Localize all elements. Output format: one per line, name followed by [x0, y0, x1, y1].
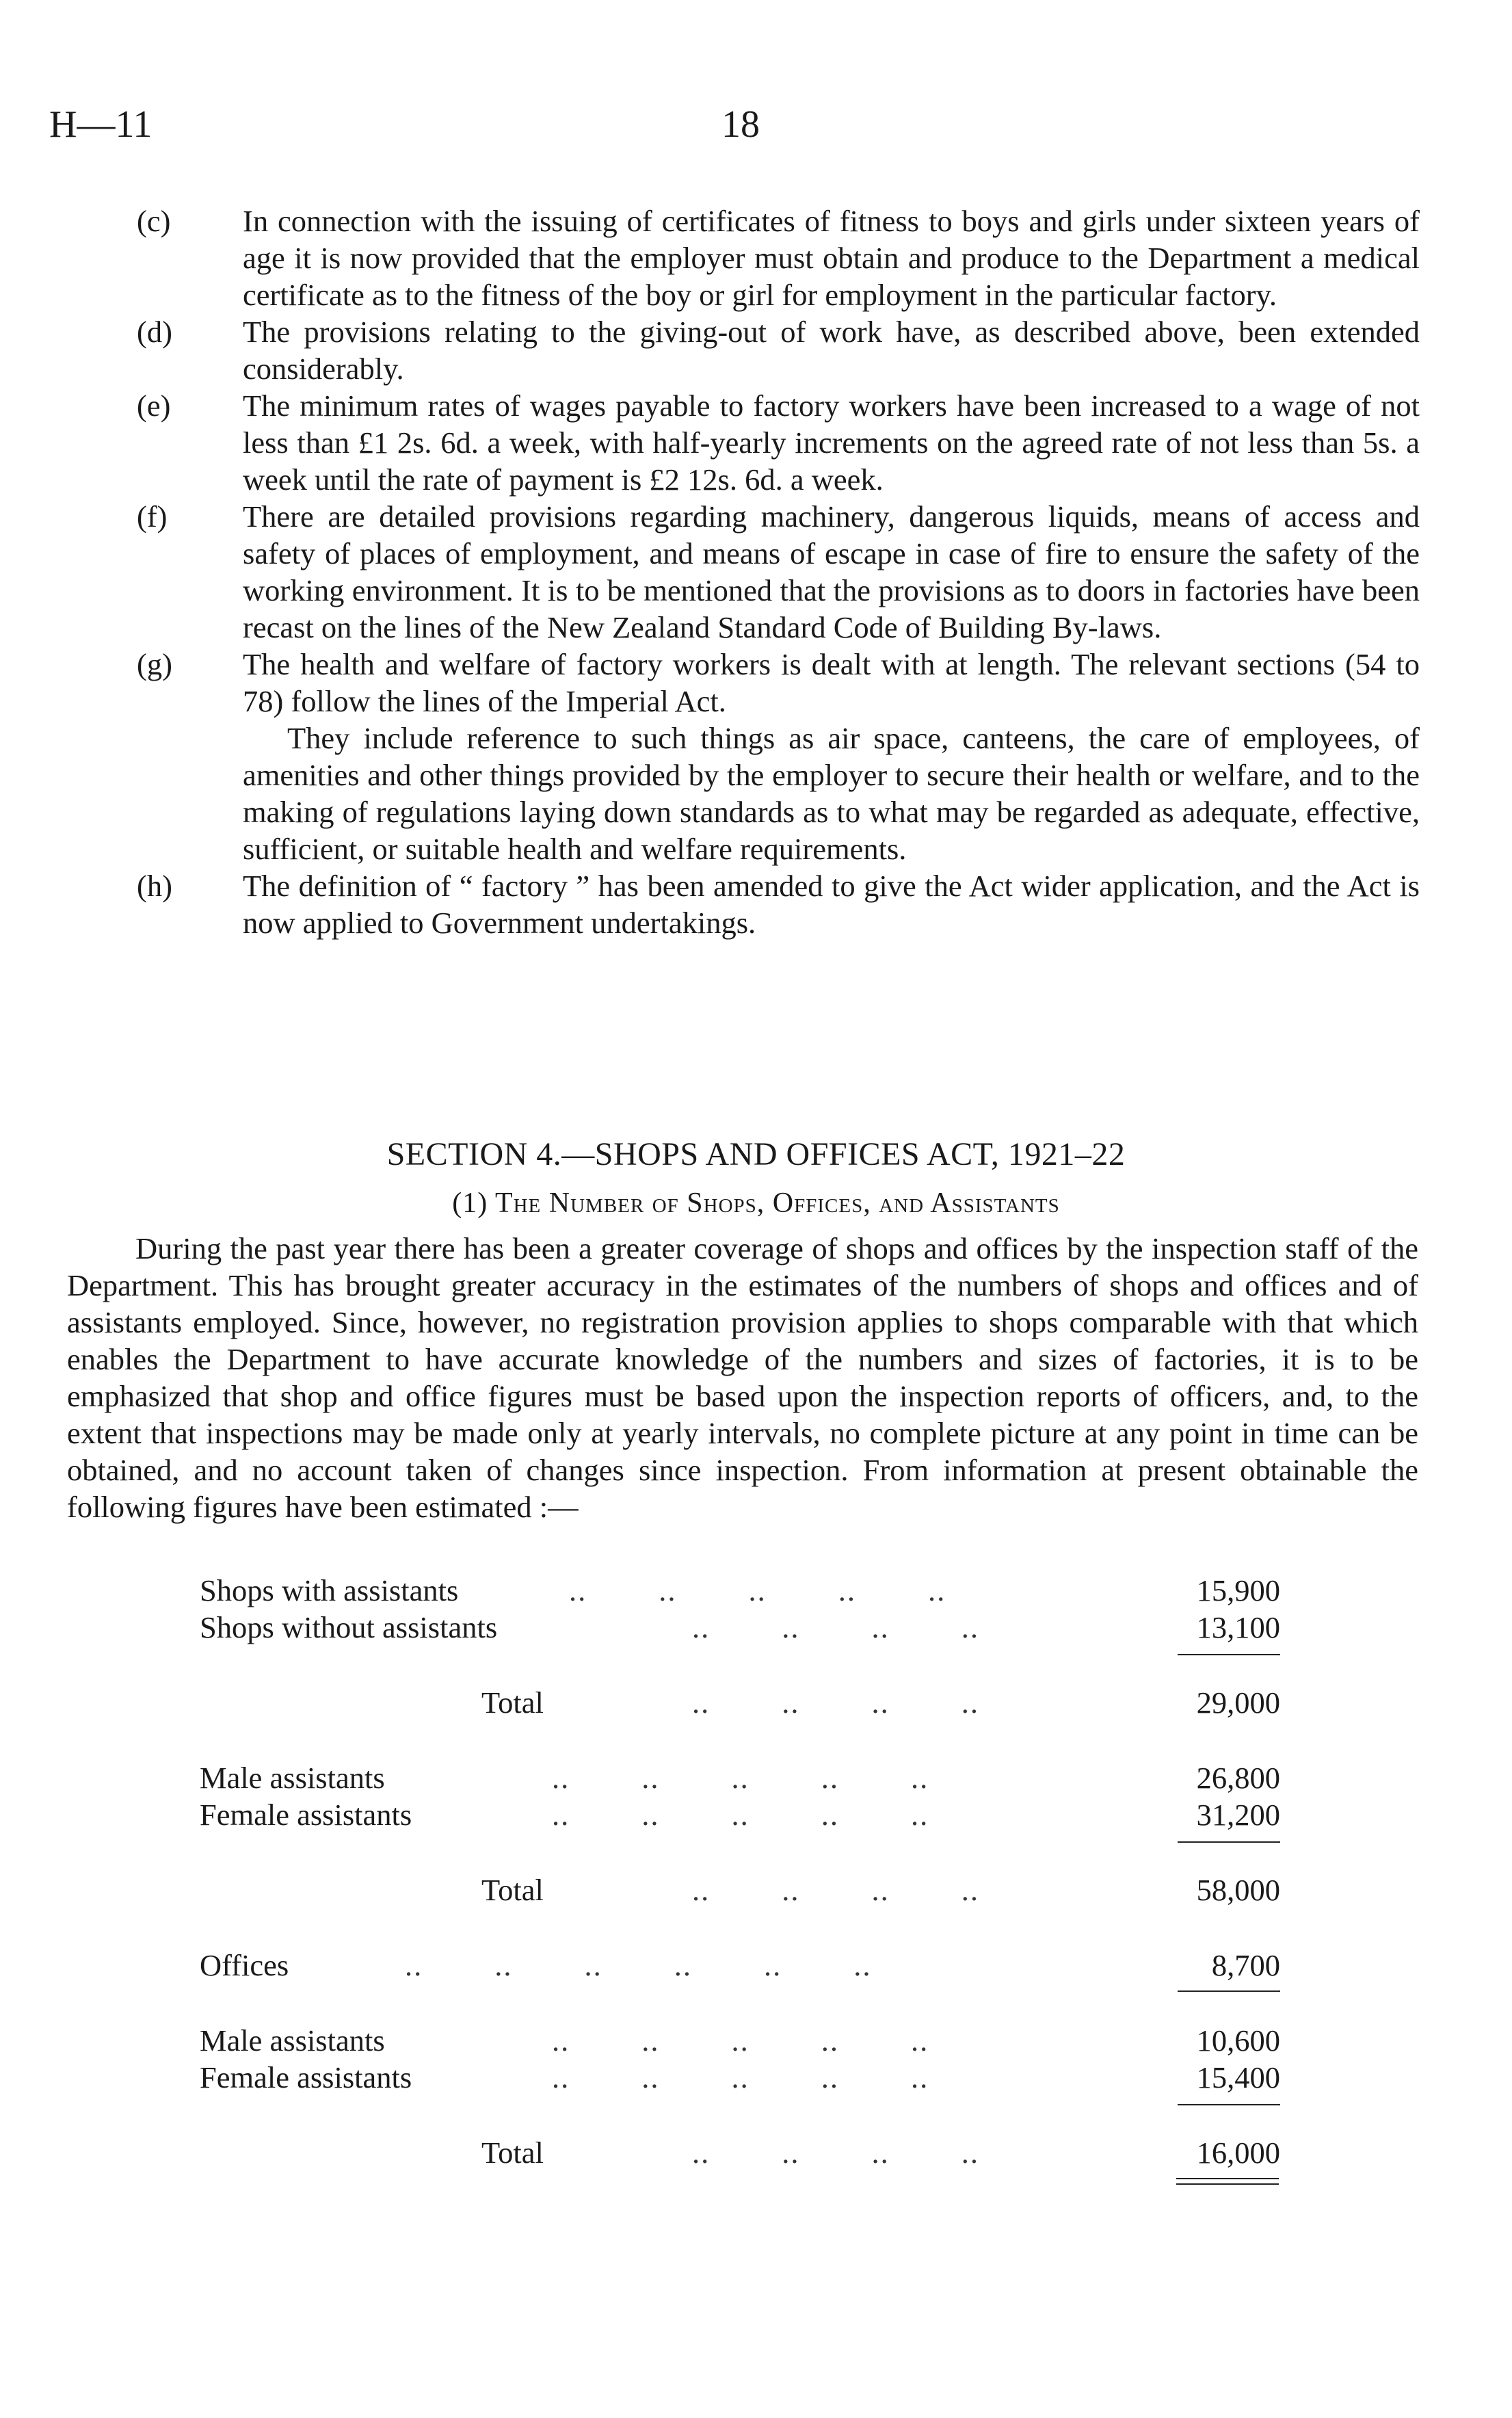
- subtotal-rule: [1178, 1654, 1280, 1655]
- row-label: Total: [481, 1685, 544, 1720]
- page-number: 18: [721, 103, 760, 146]
- list-item: [137, 498, 1420, 646]
- document-code: H—11: [49, 103, 152, 146]
- row-value: 15,900: [1196, 1573, 1280, 1607]
- row-value: 26,800: [1196, 1761, 1280, 1795]
- list-item: [137, 867, 1420, 941]
- item-text: There are detailed provisions regarding machinery, dangerous liquids, means of access and safety of places of employment, and means of escape in case of fire to ensure the safety of the working environment. It is to be mentioned that the provisions as to doors in factories have been recast on the lines of the New Zealand Standard Code of Building By-laws.: [243, 499, 1420, 644]
- item-marker: (g): [137, 647, 172, 681]
- row-label: Male assistants: [200, 2023, 385, 2058]
- row-label: Shops with assistants: [200, 1573, 459, 1607]
- leader-dots: .. .. .. ..: [692, 1610, 979, 1644]
- leader-dots: .. .. .. ..: [692, 2136, 979, 2170]
- provisions-list: [137, 202, 1420, 941]
- leader-dots: .. .. .. ..: [692, 1685, 979, 1720]
- table-row-total: [200, 1684, 1280, 1721]
- table-row: [200, 2059, 1280, 2096]
- item-text: In connection with the issuing of certificates of fitness to boys and girls under sixteen years of age it is now provided that the employer must obtain and produce to the Department a medical certificate as to the fitness of the boy or girl for employment in the particular factory.: [243, 204, 1420, 312]
- body-paragraph: During the past year there has been a greater coverage of shops and offices by the inspection staff of the Department. This has brought greater accuracy in the estimates of the numbers of shops and offices and of assistants employed. Since, however, no registration provision applies to shops comparable with that which enables the Department to have accurate knowledge of the numbers and sizes of factories, it is to be emphasized that shop and office figures must be based upon the inspection reports of officers, and, to the extent that inspections may be made only at yearly intervals, no complete picture at any point in time can be obtained, and no account taken of changes since inspection. From information at present obtainable the following figures have been estimated :—: [67, 1231, 1418, 1524]
- row-label: Total: [481, 1873, 544, 1907]
- list-item: [137, 202, 1420, 313]
- row-value: 13,100: [1196, 1610, 1280, 1644]
- row-label: Total: [481, 2136, 544, 2170]
- item-marker: (d): [137, 315, 172, 349]
- spacer: [200, 1908, 1280, 1947]
- row-label: Male assistants: [200, 1761, 385, 1795]
- row-label: Offices: [200, 1948, 289, 1982]
- row-label: Female assistants: [200, 1798, 412, 1832]
- row-label: Female assistants: [200, 2060, 412, 2094]
- leader-dots: .. .. .. .. ..: [552, 2060, 929, 2094]
- item-text: The health and welfare of factory workers is dealt with at length. The relevant sections (54 to 78) follow the lines of the Imperial Act.: [243, 647, 1420, 718]
- spacer: [200, 2171, 1280, 2192]
- item-marker: (h): [137, 869, 172, 903]
- leader-dots: .. .. .. .. .. ..: [405, 1948, 872, 1982]
- estimates-table: [200, 1572, 1280, 2192]
- leader-dots: .. .. .. .. ..: [552, 1798, 929, 1832]
- item-marker: (e): [137, 389, 171, 423]
- spacer: [200, 1984, 1280, 2022]
- table-row-total: [200, 1871, 1280, 1908]
- spacer: [200, 1833, 1280, 1871]
- table-row: [200, 2022, 1280, 2059]
- leader-dots: .. .. .. .. ..: [569, 1573, 946, 1607]
- item-continuation: They include reference to such things as air space, canteens, the care of employees, of amenities and other things provided by the employer to secure their health or welfare, and to the making of regulations laying down standards as to what may be regarded as adequate, effective, sufficient, or suitable health and welfare requirements.: [243, 721, 1420, 866]
- subtotal-rule: [1178, 2104, 1280, 2105]
- list-item: [137, 646, 1420, 867]
- table-row: [200, 1947, 1280, 1984]
- spacer: [200, 1646, 1280, 1684]
- table-row: [200, 1796, 1280, 1833]
- list-item: [137, 387, 1420, 498]
- item-text: The definition of “ factory ” has been amended to give the Act wider application, and the Act is now applied to Government undertakings.: [243, 869, 1420, 940]
- table-row-total: [200, 2134, 1280, 2171]
- spacer: [200, 1721, 1280, 1759]
- row-value: 58,000: [1196, 1873, 1280, 1907]
- item-text: The provisions relating to the giving-out of work have, as described above, been extended considerably.: [243, 315, 1420, 386]
- table-row: [200, 1572, 1280, 1609]
- row-value: 15,400: [1196, 2060, 1280, 2094]
- row-label: Shops without assistants: [200, 1610, 498, 1644]
- table-row: [200, 1759, 1280, 1796]
- row-value: 10,600: [1196, 2023, 1280, 2058]
- grand-total-double-rule: [1176, 2178, 1279, 2185]
- leader-dots: .. .. .. .. ..: [552, 1761, 929, 1795]
- item-marker: (c): [137, 204, 171, 238]
- section-title: SECTION 4.—SHOPS AND OFFICES ACT, 1921–22: [386, 1136, 1126, 1172]
- subtotal-rule: [1178, 1841, 1280, 1843]
- list-item: [137, 313, 1420, 387]
- item-marker: (f): [137, 499, 168, 534]
- spacer: [200, 2096, 1280, 2134]
- row-value: 31,200: [1196, 1798, 1280, 1832]
- row-value: 8,700: [1211, 1948, 1280, 1982]
- subtotal-rule: [1178, 1990, 1280, 1992]
- leader-dots: .. .. .. .. ..: [552, 2023, 929, 2058]
- row-value: 16,000: [1196, 2136, 1280, 2170]
- leader-dots: .. .. .. ..: [692, 1873, 979, 1907]
- item-text: The minimum rates of wages payable to factory workers have been increased to a wage of not less than £1 2s. 6d. a week, with half-yearly increments on the agreed rate of not less than 5s. a week until the rate of payment is £2 12s. 6d. a week.: [243, 389, 1420, 497]
- table-row: [200, 1609, 1280, 1646]
- row-value: 29,000: [1196, 1685, 1280, 1720]
- section-subtitle: (1) The Number of Shops, Offices, and Assistants: [452, 1187, 1060, 1219]
